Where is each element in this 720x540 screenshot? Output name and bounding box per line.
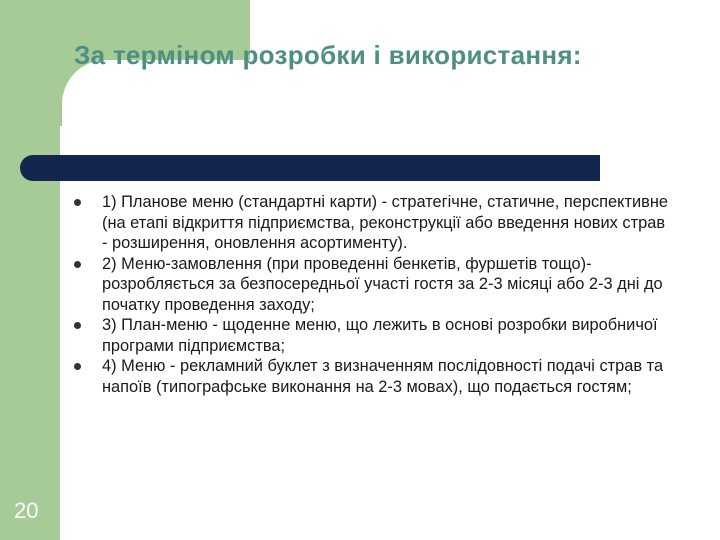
bullet-text: 1) Планове меню (стандартні карти) - стратегічне, статичне, перспективне (на етапі відкриття підприємства, реконструкції або введення нових страв - розширення, оновлення асортименту). bbox=[102, 193, 669, 252]
title-divider-bar bbox=[20, 155, 600, 181]
bullet-text: 2) Меню-замовлення (при проведенні бенкетів, фуршетів тощо)- розробляється за безпосередньої участі гостя за 2-3 місяці або 2-3 дні до початку проведення заходу; bbox=[102, 254, 663, 314]
list-item bbox=[74, 192, 674, 254]
bullet-icon bbox=[74, 363, 81, 370]
list-item bbox=[74, 315, 674, 356]
slide-title: За терміном розробки і використання: bbox=[74, 40, 582, 70]
list-item bbox=[74, 254, 674, 316]
list-item bbox=[74, 356, 674, 397]
title-panel bbox=[62, 60, 720, 156]
bullet-icon bbox=[74, 322, 81, 329]
bullet-icon bbox=[74, 261, 81, 268]
page-number: 20 bbox=[14, 498, 39, 523]
bullet-list bbox=[74, 192, 674, 397]
bullet-text: 3) План-меню - щоденне меню, що лежить в основі розробки виробничої програми підприємства; bbox=[102, 316, 658, 355]
bullet-text: 4) Меню - рекламний буклет з визначенням послідовності подачі страв та напоїв (типографське виконання на 2-3 мовах), що подається гостям; bbox=[102, 357, 664, 396]
bullet-icon bbox=[74, 199, 81, 206]
